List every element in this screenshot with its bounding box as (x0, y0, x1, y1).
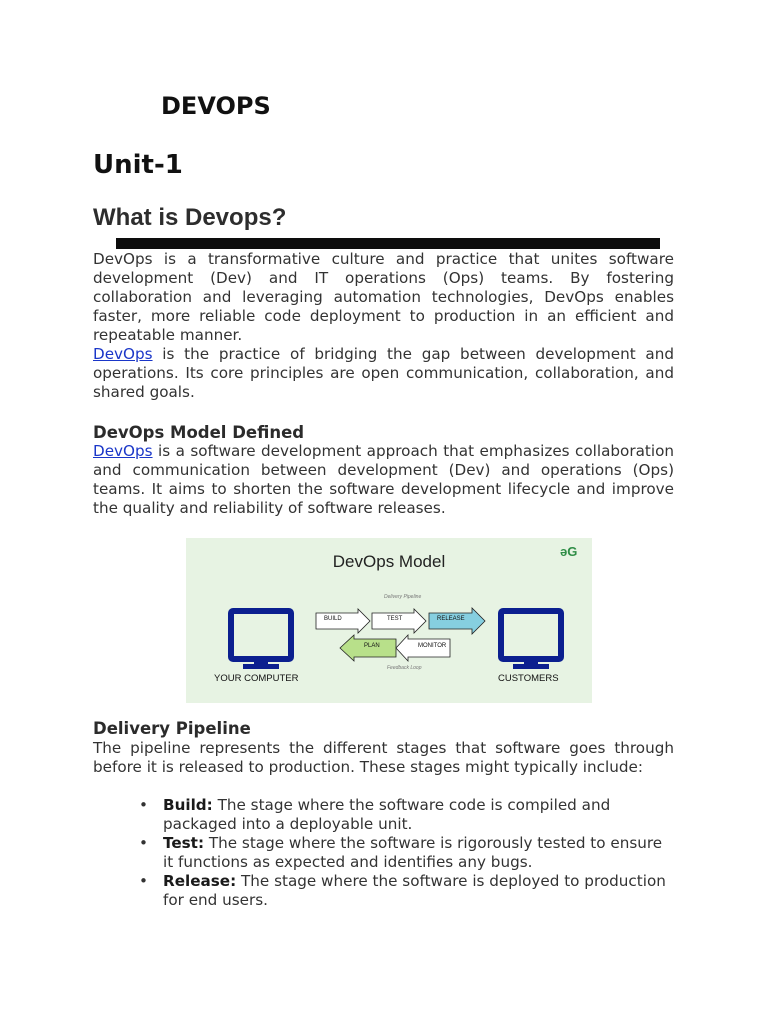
release-label: RELEASE (437, 616, 465, 622)
bullet-icon: • (139, 834, 148, 852)
list-item-term: Build: (163, 796, 213, 814)
devops-practice-text: is the practice of bridging the gap between development and operations. Its core principles are open communication, collaboration, and shared goals. (93, 345, 674, 401)
pipeline-intro-paragraph: The pipeline represents the different stages that software goes through before it is released to production. These stages might typically include: (93, 739, 674, 776)
devops-link-2[interactable]: DevOps (93, 442, 153, 460)
model-defined-heading: DevOps Model Defined (93, 423, 305, 442)
unit-heading: Unit-1 (93, 150, 183, 180)
heading-rule (116, 238, 660, 249)
plan-label: PLAN (364, 643, 380, 649)
your-computer-caption: YOUR COMPUTER (214, 673, 299, 684)
list-item-term: Test: (163, 834, 205, 852)
bullet-icon: • (139, 872, 148, 890)
monitor-label: MONITOR (418, 643, 447, 649)
customer-monitor-icon (501, 611, 561, 669)
document-title: DEVOPS (161, 92, 271, 120)
devops-practice-paragraph (93, 345, 674, 402)
computer-monitor-icon (231, 611, 291, 669)
devops-model-figure (186, 538, 592, 703)
pipeline-stage-list (93, 796, 674, 910)
list-item-term: Release: (163, 872, 237, 890)
model-defined-text: is a software development approach that emphasizes collaboration and communication between development (Dev) and operations (Ops) teams. It aims to shorten the software development lifecycle and improve the quality and reliability of software releases. (93, 442, 674, 517)
figure-title: DevOps Model (332, 552, 446, 571)
list-item (93, 834, 674, 872)
devops-link[interactable]: DevOps (93, 345, 153, 363)
intro-paragraph: DevOps is a transformative culture and practice that unites software development (Dev) and IT operations (Ops) teams. By fostering collaboration and leveraging automation technologies, DevOps enables faster, more reliable code deployment to production in an efficient and repeatable manner. (93, 250, 674, 344)
list-item-text: The stage where the software code is compiled and packaged into a deployable unit. (163, 796, 611, 833)
list-item-text: The stage where the software is deployed to production for end users. (163, 872, 666, 909)
delivery-pipeline-label: Delivery Pipeline (384, 594, 422, 600)
list-item (93, 796, 674, 834)
feedback-loop-label: Feedback Loop (387, 665, 422, 671)
build-label: BUILD (324, 616, 342, 622)
customers-caption: CUSTOMERS (498, 673, 559, 684)
section-heading-what-is-devops: What is Devops? (93, 204, 287, 231)
bullet-icon: • (139, 796, 148, 814)
delivery-pipeline-heading: Delivery Pipeline (93, 719, 251, 738)
gfg-logo: əG (560, 544, 578, 559)
list-item (93, 872, 674, 910)
model-defined-paragraph (93, 442, 674, 518)
test-label: TEST (387, 616, 403, 622)
list-item-text: The stage where the software is rigorously tested to ensure it functions as expected and identifies any bugs. (163, 834, 663, 871)
